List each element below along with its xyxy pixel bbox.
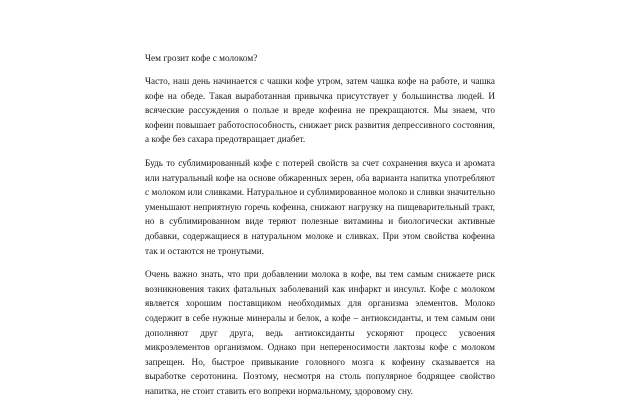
document-paragraph: Часто, наш день начинается с чашки кофе утром, затем чашка кофе на работе, и чашка кофе на обеде. Такая выработанная привычка присутствует у большинства людей. И всяческие рассуждения о пользе и вреде кофеина не прекращаются. Мы знаем, что кофеин повышает работоспособность, снижает риск развития депрессивного состояния, а кофе без сахара предотвращает диабет.: [145, 76, 495, 145]
document-text-column: [145, 52, 495, 398]
document-title: Чем грозит кофе с молоком?: [145, 53, 258, 63]
document-paragraph: Очень важно знать, что при добавлении молока в кофе, вы тем самым снижаете риск возникновения таких фатальных заболеваний как инфаркт и инсульт. Кофе с молоком является хорошим поставщиком необходимых для организма элементов. Молоко содержит в себе нужные минералы и белок, а кофе – антиоксиданты, и тем самым они дополняют друг друга, ведь антиоксиданты ускоряют процесс усвоения микроэлементов организмом. Однако при непереносимости лактозы кофе с молоком запрещен. Но, быстрое привыкание головного мозга к кофеину сказывается на выработке серотонина. Поэтому, несмотря на столь популярное бодрящее свойство напитка, не стоит ставить его вопреки нормальному, здоровому сну.: [145, 269, 495, 396]
document-paragraph: Будь то сублимированный кофе с потерей свойств за счет сохранения вкуса и аромата или натуральный кофе на основе обжаренных зерен, оба варианта напитка употребляют с молоком или сливками. Натуральное и сублимированное молоко и сливки значительно уменьшают неприятную горечь кофеина, снижают нагрузку на пищеварительный тракт, но в сублимированном виде теряют полезные витамины и биологически активные добавки, содержащиеся в натуральном молоке и сливках. При этом свойства кофеина так и остаются не тронутыми.: [145, 157, 495, 256]
